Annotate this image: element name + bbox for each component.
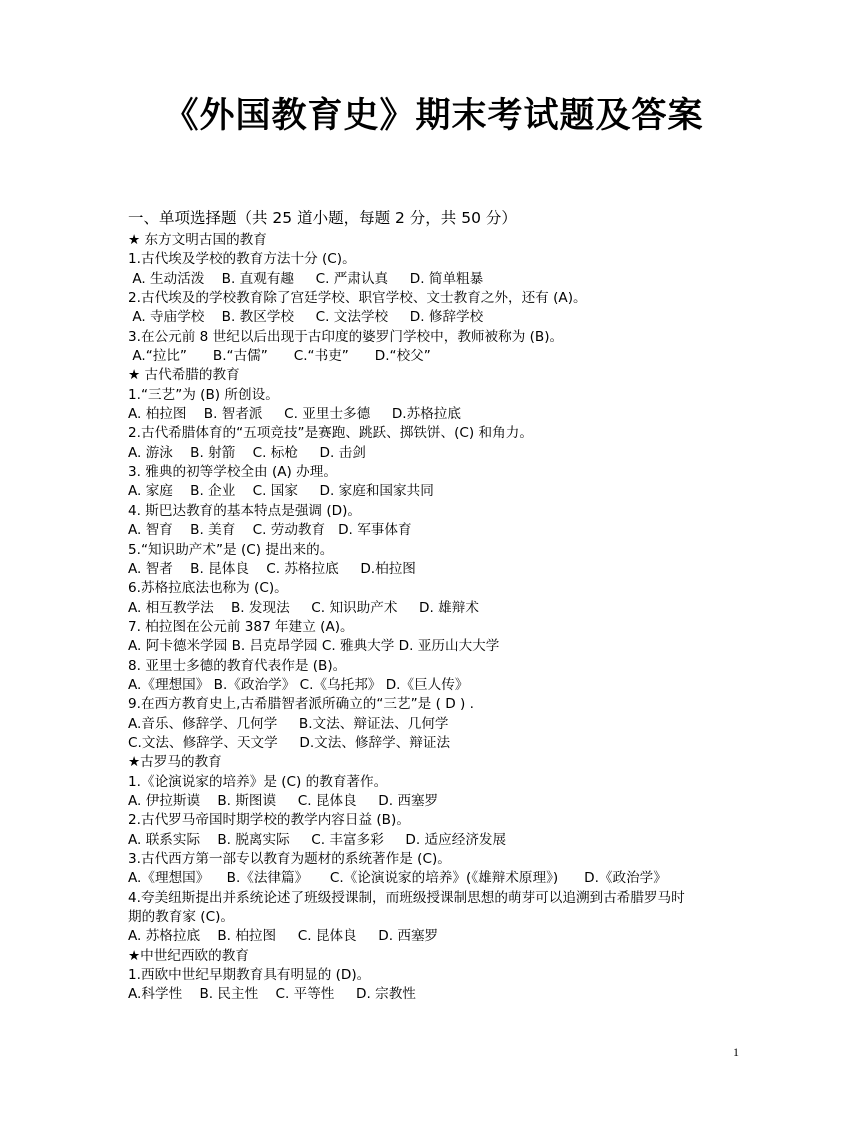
- section-heading: 一、单项选择题（共 25 道小题，每题 2 分，共 50 分）: [128, 209, 517, 227]
- document-title: 《外国教育史》期末考试题及答案: [163, 96, 704, 136]
- question-text: 4. 斯巴达教育的基本特点是强调 (D)。: [128, 502, 361, 519]
- section-title: ★ 古代希腊的教育: [128, 367, 240, 384]
- answer-options: A. 伊拉斯谟 B. 斯图谟 C. 昆体良 D. 西塞罗: [128, 792, 439, 809]
- question-text: 3.在公元前 8 世纪以后出现于古印度的婆罗门学校中，教师被称为 (B)。: [128, 328, 564, 345]
- answer-options: A.“拉比” B.“古儒” C.“书吏” D.“校父”: [128, 348, 431, 365]
- question-list: [128, 231, 685, 1005]
- question-text: 3.古代西方第一部专以教育为题材的系统著作是 (C)。: [128, 851, 451, 867]
- answer-options: A. 联系实际 B. 脱离实际 C. 丰富多彩 D. 适应经济发展: [128, 831, 507, 848]
- answer-options: A.音乐、修辞学、几何学 B.文法、辩证法、几何学: [128, 715, 449, 732]
- question-text: 9.在西方教育史上,古希腊智者派所确立的“三艺”是 ( D ) .: [128, 696, 474, 713]
- question-text: 5.“知识助产术”是 (C) 提出来的。: [128, 541, 334, 558]
- question-text: 期的教育家 (C)。: [128, 909, 234, 926]
- page-number: 1: [733, 1045, 739, 1059]
- answer-options: C.文法、修辞学、天文学 D.文法、修辞学、辩证法: [128, 734, 451, 751]
- answer-options: A. 寺庙学校 B. 教区学校 C. 文法学校 D. 修辞学校: [128, 309, 484, 326]
- answer-options: A. 家庭 B. 企业 C. 国家 D. 家庭和国家共同: [128, 483, 434, 500]
- section-title: ★古罗马的教育: [128, 754, 222, 771]
- answer-options: A.《理想国》 B.《政治学》 C.《乌托邦》 D.《巨人传》: [128, 676, 469, 693]
- question-text: 2.古代罗马帝国时期学校的教学内容日益 (B)。: [128, 812, 410, 829]
- answer-options: A. 阿卡德米学园 B. 吕克昂学园 C. 雅典大学 D. 亚历山大大学: [128, 638, 500, 655]
- answer-options: A. 生动活泼 B. 直观有趣 C. 严肃认真 D. 简单粗暴: [128, 270, 484, 287]
- answer-options: A. 智育 B. 美育 C. 劳动教育 D. 军事体育: [128, 522, 412, 539]
- question-text: 2.古代埃及的学校教育除了宫廷学校、职官学校、文士教育之外，还有 (A)。: [128, 290, 587, 307]
- answer-options: A. 苏格拉底 B. 柏拉图 C. 昆体良 D. 西塞罗: [128, 928, 439, 945]
- section-title: ★ 东方文明古国的教育: [128, 232, 267, 248]
- question-text: 1.西欧中世纪早期教育具有明显的 (D)。: [128, 967, 371, 984]
- answer-options: A. 柏拉图 B. 智者派 C. 亚里士多德 D.苏格拉底: [128, 406, 461, 423]
- question-text: 1.“三艺”为 (B) 所创设。: [128, 386, 279, 403]
- question-text: 7. 柏拉图在公元前 387 年建立 (A)。: [128, 618, 354, 635]
- answer-options: A. 智者 B. 昆体良 C. 苏格拉底 D.柏拉图: [128, 560, 416, 577]
- question-text: 4.夸美纽斯提出并系统论述了班级授课制，而班级授课制思想的萌芽可以追溯到古希腊罗马时: [128, 889, 685, 906]
- answer-options: A. 相互教学法 B. 发现法 C. 知识助产术 D. 雄辩术: [128, 599, 479, 616]
- answer-options: A.科学性 B. 民主性 C. 平等性 D. 宗教性: [128, 986, 416, 1003]
- question-text: 3. 雅典的初等学校全由 (A) 办理。: [128, 464, 337, 481]
- answer-options: A. 游泳 B. 射箭 C. 标枪 D. 击剑: [128, 444, 366, 461]
- question-text: 8. 亚里士多德的教育代表作是 (B)。: [128, 657, 347, 674]
- question-text: 6.苏格拉底法也称为 (C)。: [128, 580, 288, 597]
- section-title: ★中世纪西欧的教育: [128, 947, 249, 964]
- question-text: 1.《论演说家的培养》是 (C) 的教育著作。: [128, 773, 388, 790]
- question-text: 1.古代埃及学校的教育方法十分 (C)。: [128, 251, 356, 268]
- answer-options: A.《理想国》 B.《法律篇》 C.《论演说家的培养》(《雄辩术原理》) D.《政治学》: [128, 870, 667, 887]
- question-text: 2.古代希腊体育的“五项竞技”是赛跑、跳跃、掷铁饼、(C) 和角力。: [128, 425, 533, 442]
